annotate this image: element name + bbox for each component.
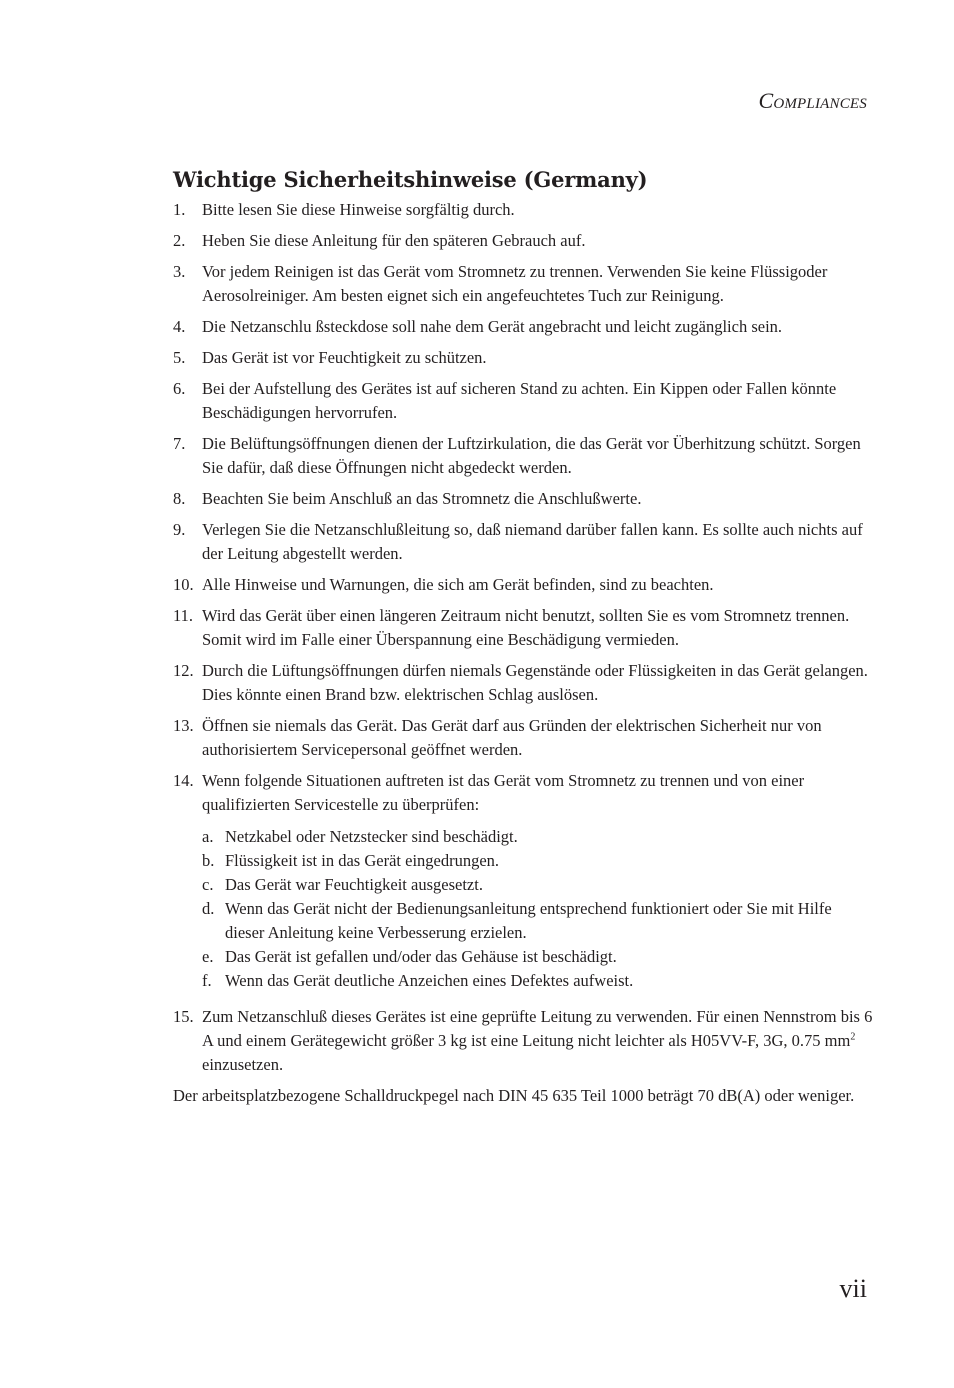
list-item [173, 659, 873, 707]
item-text: Öffnen sie niemals das Gerät. Das Gerät darf aus Gründen der elektrischen Sicherheit nur von authorisiertem Servicepersonal geöffnet werden. [202, 716, 822, 759]
item-number: 2. [173, 231, 186, 250]
list-item [173, 377, 873, 425]
list-item [173, 432, 873, 480]
item-text: Die Belüftungsöffnungen dienen der Luftzirkulation, die das Gerät vor Überhitzung schützt. Sorgen Sie dafür, daß diese Öffnungen nicht abgedeckt werden. [202, 434, 861, 477]
sub-item-letter: f. [202, 971, 212, 990]
sub-item-letter: d. [202, 899, 215, 918]
item-text: Die Netzanschlu ßsteckdose soll nahe dem Gerät angebracht und leicht zugänglich sein. [202, 317, 783, 336]
list-item [173, 198, 873, 222]
item-number: 8. [173, 489, 186, 508]
sub-list-item [202, 825, 873, 849]
item-text: Alle Hinweise und Warnungen, die sich am Gerät befinden, sind zu beachten. [202, 575, 714, 594]
list-item [173, 346, 873, 370]
sub-item-letter: e. [202, 947, 214, 966]
sub-item-text: Netzkabel oder Netzstecker sind beschädigt. [225, 827, 518, 846]
item-number: 11. [173, 606, 194, 625]
list-item [173, 518, 873, 566]
sub-item-text: Das Gerät ist gefallen und/oder das Gehäuse ist beschädigt. [225, 947, 617, 966]
sub-list-item [202, 945, 873, 969]
item-number: 10. [173, 575, 194, 594]
item-number: 15. [173, 1007, 194, 1026]
list-item [173, 1005, 873, 1077]
list-item [173, 769, 873, 993]
noise-level-paragraph: Der arbeitsplatzbezogene Schalldruckpegel nach DIN 45 635 Teil 1000 beträgt 70 dB(A) oder weniger. [173, 1086, 855, 1105]
page-number: vii [839, 1274, 867, 1303]
item-text: Wird das Gerät über einen längeren Zeitraum nicht benutzt, sollten Sie es vom Stromnetz trennen. Somit wird im Falle einer Überspannung eine Beschädigung vermieden. [202, 606, 850, 649]
item-text: Durch die Lüftungsöffnungen dürfen niemals Gegenstände oder Flüssigkeiten in das Gerät gelangen. Dies könnte einen Brand bzw. elektrischen Schlag auslösen. [202, 661, 868, 704]
item-number: 5. [173, 348, 186, 367]
sub-item-letter: c. [202, 875, 214, 894]
running-header: Compliances [758, 88, 867, 113]
item-number: 9. [173, 520, 186, 539]
item-text: Heben Sie diese Anleitung für den späteren Gebrauch auf. [202, 231, 586, 250]
sub-item-text: Das Gerät war Feuchtigkeit ausgesetzt. [225, 875, 483, 894]
sub-item-text: Flüssigkeit ist in das Gerät eingedrungen. [225, 851, 500, 870]
item-text: Zum Netzanschluß dieses Gerätes ist eine geprüfte Leitung zu verwenden. Für einen Nennstrom bis 6 A und einem Gerätegewicht größer 3 kg ist eine Leitung nicht leichter als H05VV-F, 3G, 0.75 mm [202, 1007, 873, 1050]
superscript: 2 [850, 1031, 856, 1043]
list-item [173, 487, 873, 511]
item-number: 7. [173, 434, 186, 453]
sub-list-item [202, 873, 873, 897]
list-item [173, 260, 873, 308]
item-text: Wenn folgende Situationen auftreten ist das Gerät vom Stromnetz zu trennen und von einer qualifizierten Servicestelle zu überprüfen: [202, 771, 805, 814]
list-item [173, 714, 873, 762]
sub-list-item [202, 897, 873, 945]
item-number: 6. [173, 379, 186, 398]
list-item [173, 573, 873, 597]
sub-item-text: Wenn das Gerät deutliche Anzeichen eines Defektes aufweist. [225, 971, 634, 990]
sub-item-letter: b. [202, 851, 215, 870]
item-number: 1. [173, 200, 186, 219]
item-number: 4. [173, 317, 186, 336]
item-text: Bei der Aufstellung des Gerätes ist auf sicheren Stand zu achten. Ein Kippen oder Fallen könnte Beschädigungen hervorrufen. [202, 379, 837, 422]
item-text-end: einzusetzen. [202, 1055, 284, 1074]
item-number: 14. [173, 771, 194, 790]
sub-item-letter: a. [202, 827, 214, 846]
list-item [173, 315, 873, 339]
main-content [173, 167, 873, 1108]
item-text: Verlegen Sie die Netzanschlußleitung so, daß niemand darüber fallen kann. Es sollte auch nichts auf der Leitung abgestellt werden. [202, 520, 863, 563]
sub-list-item [202, 969, 873, 993]
sub-list-item [202, 849, 873, 873]
item-text: Das Gerät ist vor Feuchtigkeit zu schützen. [202, 348, 487, 367]
item-text: Vor jedem Reinigen ist das Gerät vom Stromnetz zu trennen. Verwenden Sie keine Flüssigoder Aerosolreiniger. Am besten eignet sich ein angefeuchtetes Tuch zur Reinigung. [202, 262, 828, 305]
sub-list [202, 825, 873, 993]
safety-list [173, 198, 873, 1077]
item-text: Bitte lesen Sie diese Hinweise sorgfältig durch. [202, 200, 515, 219]
item-number: 3. [173, 262, 186, 281]
list-item [173, 229, 873, 253]
section-heading: Wichtige Sicherheitshinweise (Germany) [173, 167, 648, 192]
item-text: Beachten Sie beim Anschluß an das Stromnetz die Anschlußwerte. [202, 489, 642, 508]
sub-item-text: Wenn das Gerät nicht der Bedienungsanleitung entsprechend funktioniert oder Sie mit Hilfe dieser Anleitung keine Verbesserung erzielen. [225, 899, 832, 942]
list-item [173, 604, 873, 652]
item-number: 13. [173, 716, 194, 735]
item-number: 12. [173, 661, 194, 680]
